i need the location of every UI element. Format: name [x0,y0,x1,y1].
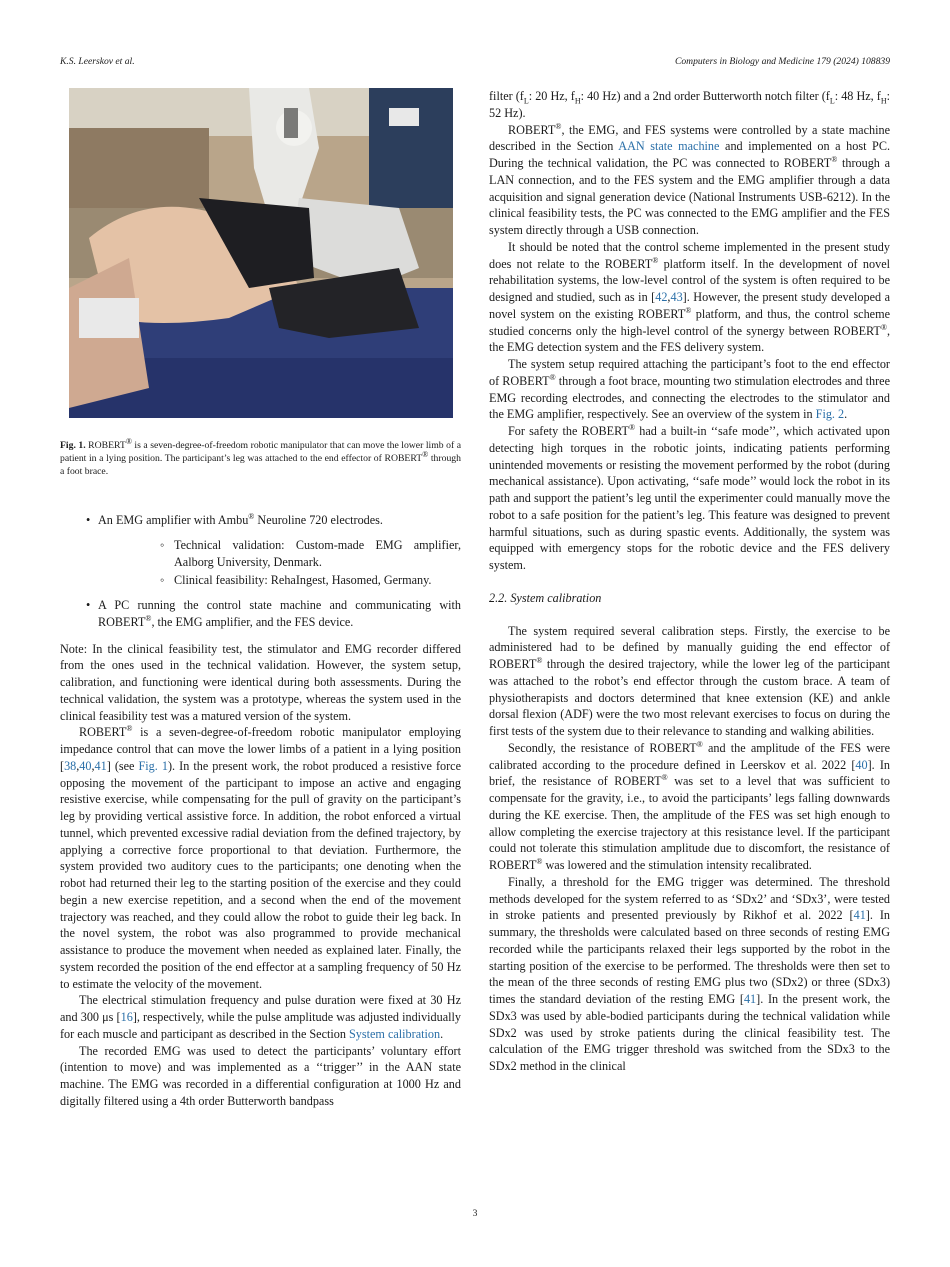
list-item: ◦ Clinical feasibility: RehaIngest, Hasomed, Germany. [98,572,461,589]
figure-1-photo [69,88,453,418]
figure-label: Fig. 1. [60,440,86,451]
paragraph: The system required several calibration steps. Firstly, the exercise to be administered had to be defined by manually guiding the end effector of ROBERT® through the desired trajectory, while the lower leg of the participant was attached to the robot’s end effector through the custom brace. A team of physiotherapists and doctors determined that knee extension (KE) and ankle dorsal flexion (ADF) were the two most relevant exercises to focus on during the first tests of the system due to their relevance to standing and walking abilities. [489,623,890,738]
paragraph: For safety the ROBERT® had a built-in ‘‘safe mode’’, which activated upon detecting high torques in the robotic joints, indicating patients performing unintended movements or resisting the movement performed by the robot (during mechanical assistance). Upon activating, ‘‘safe mode’’ would lock the robot in its path and support the patient’s leg until the experimenter could manually move the robot to a safe position for the patient’s leg. This feature was designed to prevent harmful situations, such as during spastic events. Additionally, the system was equipped with emergency stops for the robotic device and the FES delivery system. [489,422,890,572]
paragraph: ROBERT® is a seven-degree-of-freedom robotic manipulator employing impedance control that can move the lower limbs of a patient in a lying position [38,40,41] (see Fig. 1). In the present work, the robot produced a resistive force opposing the movement of the participant to impose an active and engaging resistive exercise, while compensating for the pull of gravity on the participant’s leg by providing vertical assistive force. In addition, the robot enforced a virtual tunnel, which prevented excessive radial deviation from the defined trajectory, by applying a corrective force proportional to that deviation. Furthermore, the system provided two auditory cues to the participants; one denoting when the robot had returned their leg to the starting position of the exercise and they could begin a new exercise repetition, and a second when the end of the movement trajectory was reached, and they could allow the robot to guide their leg back. In the novel system, the robot was also programmed to provide mechanical assistance to produce the movement when needed as explained later. Finally, the system recorded the position of the end effector at a sampling frequency of 50 Hz to estimate the velocity of the movement. [60,724,461,991]
citation-link[interactable]: 40 [855,757,868,772]
right-column [489,88,890,1075]
citation-link[interactable]: 42 [655,290,668,304]
running-header-journal: Computers in Biology and Medicine 179 (2024) 108839 [674,56,890,67]
robot-leg-illustration [69,88,453,418]
citation-link[interactable]: 16 [120,1010,133,1024]
figure-link[interactable]: Fig. 2 [815,407,845,422]
paragraph: Secondly, the resistance of ROBERT® and the amplitude of the FES were calibrated according to the procedure defined in Leerskov et al. 2022 [40]. In brief, the resistance of ROBERT® was set to a level that was sufficient to compensate for the gravity, i.e., to avoid the participants’ legs falling downwards during the KE exercise. Then, the amplitude of the FES was set high enough to allow completing the exercise trajectory at this resistance level. If the participant could not tolerate this stimulation amplitude due to discomfort, the resistance of ROBERT® was lowered and the stimulation intensity recalibrated. [489,739,890,872]
sub-list [98,537,461,589]
paragraph: The recorded EMG was used to detect the participants’ voluntary effort (intention to move) and was implemented as a ‘‘trigger’’ in the AAN state machine. The EMG was recorded in a differential configuration at 1000 Hz and digitally filtered using a 4th order Butterworth bandpass [60,1043,461,1108]
paragraph: The electrical stimulation frequency and pulse duration were fixed at 30 Hz and 300 μs [16], respectively, while the pulse amplitude was adjusted individually for each muscle and participant as described in the Section System calibration. [60,993,462,1041]
citation-link[interactable]: 43 [670,290,683,304]
figure-link[interactable]: Fig. 1 [138,758,168,773]
equipment-list [60,512,461,631]
section-link[interactable]: AAN state machine [618,139,720,154]
figure-1-caption: Fig. 1. ROBERT® is a seven-degree-of-freedom robotic manipulator that can move the lower limb of a patient in a lying position. The participant’s leg was attached to the end effector of ROBERT® through a foot brace. [60,436,461,477]
citation-link[interactable]: 40 [79,758,92,773]
left-column [60,88,461,1110]
citation-link[interactable]: 38 [64,758,77,773]
section-link[interactable]: System calibration [349,1026,441,1041]
citation-link[interactable]: 41 [94,758,107,773]
paragraph-note: Note: In the clinical feasibility test, the stimulator and EMG recorder differed from the ones used in the technical validation. However, the system setup, calibration, and functioning were identical during both assessments. During the technical validation, the system was a prototype, whereas the system used in the clinical feasibility test was a matured version of the system. [60,641,461,723]
paragraph: It should be noted that the control scheme implemented in the present study does not relate to the ROBERT® platform itself. In the development of novel rehabilitation systems, the low-level control of the system is often required to be designed and studied, such as in [42,43]. However, the present study developed a novel system on the existing ROBERT® platform, and thus, the control scheme studied concerns only the high-level control of the synergy between ROBERT®, the EMG detection system and the FES delivery system. [489,239,890,355]
page-number: 3 [472,1208,478,1219]
running-header-authors: K.S. Leerskov et al. [60,56,135,67]
list-item: • An EMG amplifier with Ambu® Neuroline 720 electrodes. ◦ Technical validation: Custom-made EMG amplifier, Aalborg University, Denmark. ◦ Clinical feasibility: RehaIngest, Hasomed, Germany. [60,512,461,589]
list-item: ◦ Technical validation: Custom-made EMG amplifier, Aalborg University, Denmark. [98,537,461,571]
citation-link[interactable]: 41 [853,908,866,923]
paragraph: ROBERT®, the EMG, and FES systems were controlled by a state machine described in the Section AAN state machine and implemented on a host PC. During the technical validation, the PC was connected to ROBERT® through a LAN connection, and to the FES system and the EMG amplifier through a data acquisition and signal generation device (National Instruments USB-6212). In the clinical feasibility tests, the PC was connected to the EMG amplifier and the FES system directly through a USB connection. [489,121,891,237]
section-heading: 2.2. System calibration [489,590,602,605]
paragraph: Finally, a threshold for the EMG trigger was determined. The threshold methods developed for the system referred to as ‘SDx2’ and ‘SDx3’, were tested in stroke patients and presented previously by Rikhof et al. 2022 [41]. In summary, the thresholds were calculated based on three seconds of resting EMG recorded while the participants relaxed their legs supported by the robot in the starting position of the exercise to be performed. The thresholds were then set to the mean of the three seconds of resting EMG plus two (SDx2) or three (SDx3) times the standard deviation of the resting EMG [41]. In the present work, the SDx3 was used by able-bodied participants during the technical validation while SDx2 was used by stroke patients during the clinical feasibility test. The calculation of the EMG trigger threshold was switched from the SDx3 to the SDx2 method in the clinical [489,874,890,1073]
paragraph: filter ($f_L$: 20 Hz, $f_H$: 40 Hz) and a 2nd order Butterworth notch filter ($f_L$: 48 Hz, $f_H$: 52 Hz). [489,89,891,120]
citation-link[interactable]: 41 [743,992,757,1006]
paragraph: The system setup required attaching the participant’s foot to the end effector of ROBERT® through a foot brace, mounting two stimulation electrodes and three EMG recording electrodes, and connecting the electrodes to the stimulator and the EMG amplifier, respectively. See an overview of the system in Fig. 2. [489,357,890,422]
list-item: • A PC running the control state machine and communicating with ROBERT®, the EMG amplifier, and the FES device. [60,597,461,631]
